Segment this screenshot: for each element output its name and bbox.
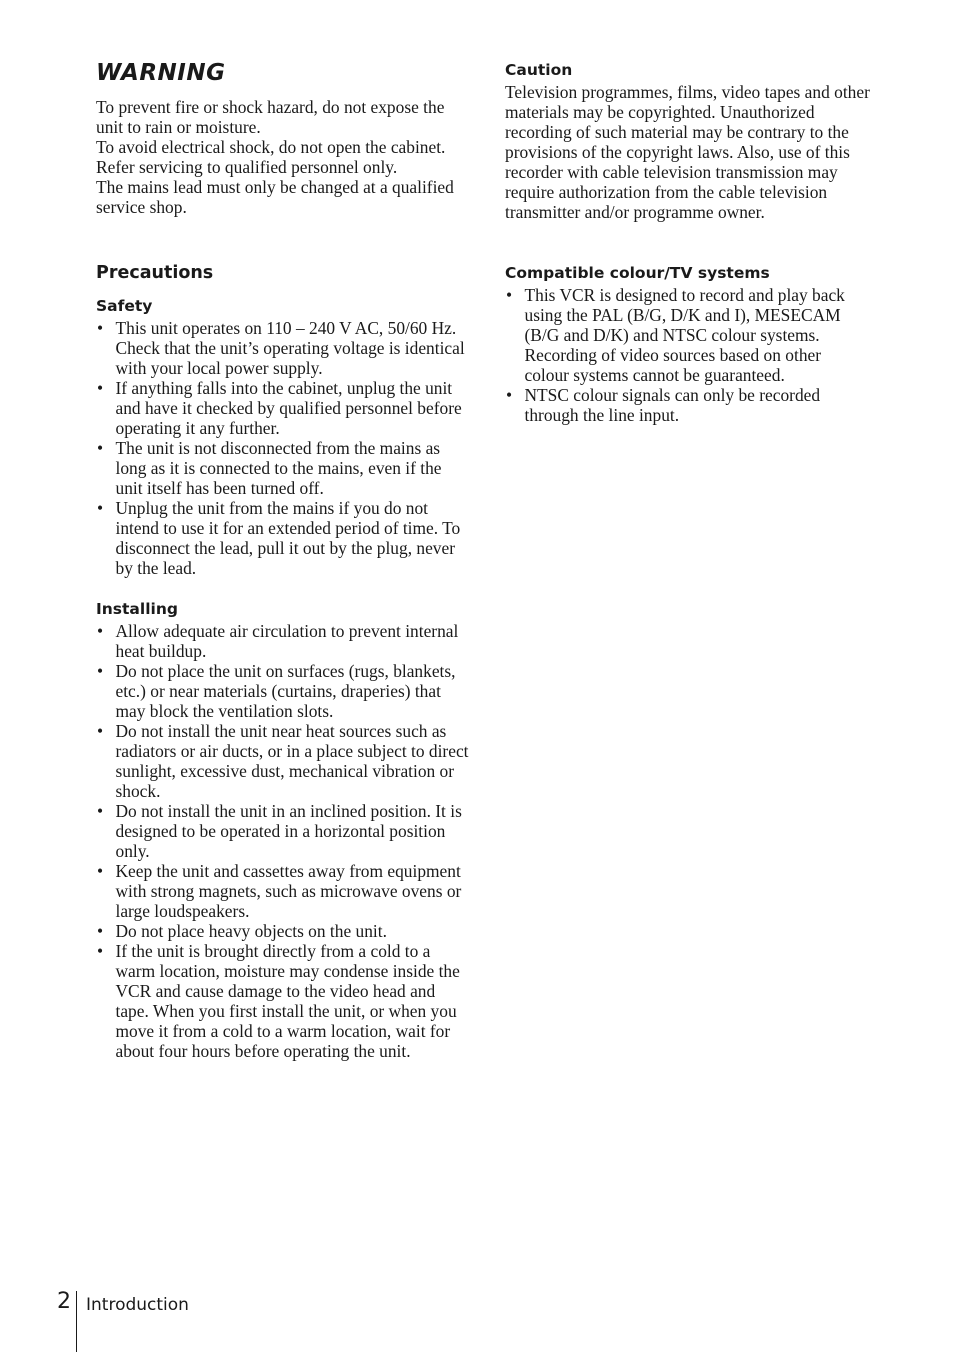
bullet-icon: • <box>97 621 104 641</box>
list-item-text: Do not install the unit in an inclined position. It is designed to be operated in a horizontal position only. <box>115 801 462 861</box>
bullet-icon: • <box>97 801 104 821</box>
list-item-text: If the unit is brought directly from a cold to a warm location, moisture may condense inside the VCR and cause damage to the video head and tape. When you first install the unit, or when you move it from a cold to a warm location, wait for about four hours before operating the unit. <box>115 941 460 1061</box>
safety-list <box>96 318 472 578</box>
footer-section-label: Introduction <box>86 1295 189 1315</box>
list-item-text: This VCR is designed to record and play back using the PAL (B/G, D/K and I), MESECAM (B/G and D/K) and NTSC colour systems. Recording of video sources based on other colour systems cannot be guaranteed. <box>524 285 845 385</box>
list-item <box>96 801 472 861</box>
list-item-text: Allow adequate air circulation to prevent internal heat buildup. <box>115 621 459 661</box>
list-item <box>96 438 472 498</box>
bullet-icon: • <box>97 941 104 961</box>
bullet-icon: • <box>97 921 104 941</box>
bullet-icon: • <box>97 438 104 458</box>
warning-title: WARNING <box>96 60 226 86</box>
compatible-list <box>505 285 865 425</box>
list-item-text: Keep the unit and cassettes away from equipment with strong magnets, such as microwave ovens or large loudspeakers. <box>115 861 462 921</box>
list-item-text: Do not place the unit on surfaces (rugs, blankets, etc.) or near materials (curtains, draperies) that may block the ventilation slots. <box>115 661 456 721</box>
caution-heading: Caution <box>505 61 573 79</box>
list-item <box>96 861 472 921</box>
bullet-icon: • <box>97 318 104 338</box>
bullet-icon: • <box>97 661 104 681</box>
bullet-icon: • <box>97 861 104 881</box>
caution-text: Television programmes, films, video tapes and other materials may be copyrighted. Unauthorized recording of such material may be contrary to the provisions of the copyright laws. Also, use of this recorder with cable television transmission may require authorization from the cable television transmitter and/or programme owner. <box>505 82 870 222</box>
safety-heading: Safety <box>96 297 153 315</box>
list-item <box>96 378 472 438</box>
warning-paragraph: To prevent fire or shock hazard, do not expose the unit to rain or moisture. <box>96 97 445 137</box>
compatible-heading: Compatible colour/TV systems <box>505 264 770 282</box>
footer-divider <box>76 1291 77 1352</box>
list-item-text: Unplug the unit from the mains if you do not intend to use it for an extended period of time. To disconnect the lead, pull it out by the plug, never by the lead. <box>115 498 461 578</box>
warning-paragraph: The mains lead must only be changed at a qualified service shop. <box>96 177 454 217</box>
warning-body <box>96 97 472 217</box>
list-item <box>96 921 472 941</box>
list-item <box>96 941 472 1061</box>
list-item <box>96 661 472 721</box>
precautions-heading: Precautions <box>96 263 214 283</box>
installing-heading: Installing <box>96 600 178 618</box>
list-item <box>505 285 865 385</box>
page-number: 2 <box>57 1289 71 1314</box>
installing-list <box>96 621 472 1061</box>
bullet-icon: • <box>97 721 104 741</box>
list-item <box>96 318 472 378</box>
bullet-icon: • <box>506 385 513 405</box>
bullet-icon: • <box>97 498 104 518</box>
list-item-text: The unit is not disconnected from the mains as long as it is connected to the mains, even if the unit itself has been turned off. <box>115 438 442 498</box>
list-item-text: If anything falls into the cabinet, unplug the unit and have it checked by qualified personnel before operating it any further. <box>115 378 462 438</box>
list-item <box>96 621 472 661</box>
bullet-icon: • <box>97 378 104 398</box>
warning-paragraph: To avoid electrical shock, do not open the cabinet. Refer servicing to qualified personnel only. <box>96 137 446 177</box>
list-item-text: This unit operates on 110 – 240 V AC, 50/60 Hz. Check that the unit’s operating voltage is identical with your local power supply. <box>115 318 465 378</box>
list-item <box>96 721 472 801</box>
list-item-text: NTSC colour signals can only be recorded through the line input. <box>524 385 821 425</box>
list-item <box>96 498 472 578</box>
list-item-text: Do not install the unit near heat sources such as radiators or air ducts, or in a place subject to direct sunlight, excessive dust, mechanical vibration or shock. <box>115 721 469 801</box>
bullet-icon: • <box>506 285 513 305</box>
list-item-text: Do not place heavy objects on the unit. <box>115 921 387 941</box>
list-item <box>505 385 865 425</box>
